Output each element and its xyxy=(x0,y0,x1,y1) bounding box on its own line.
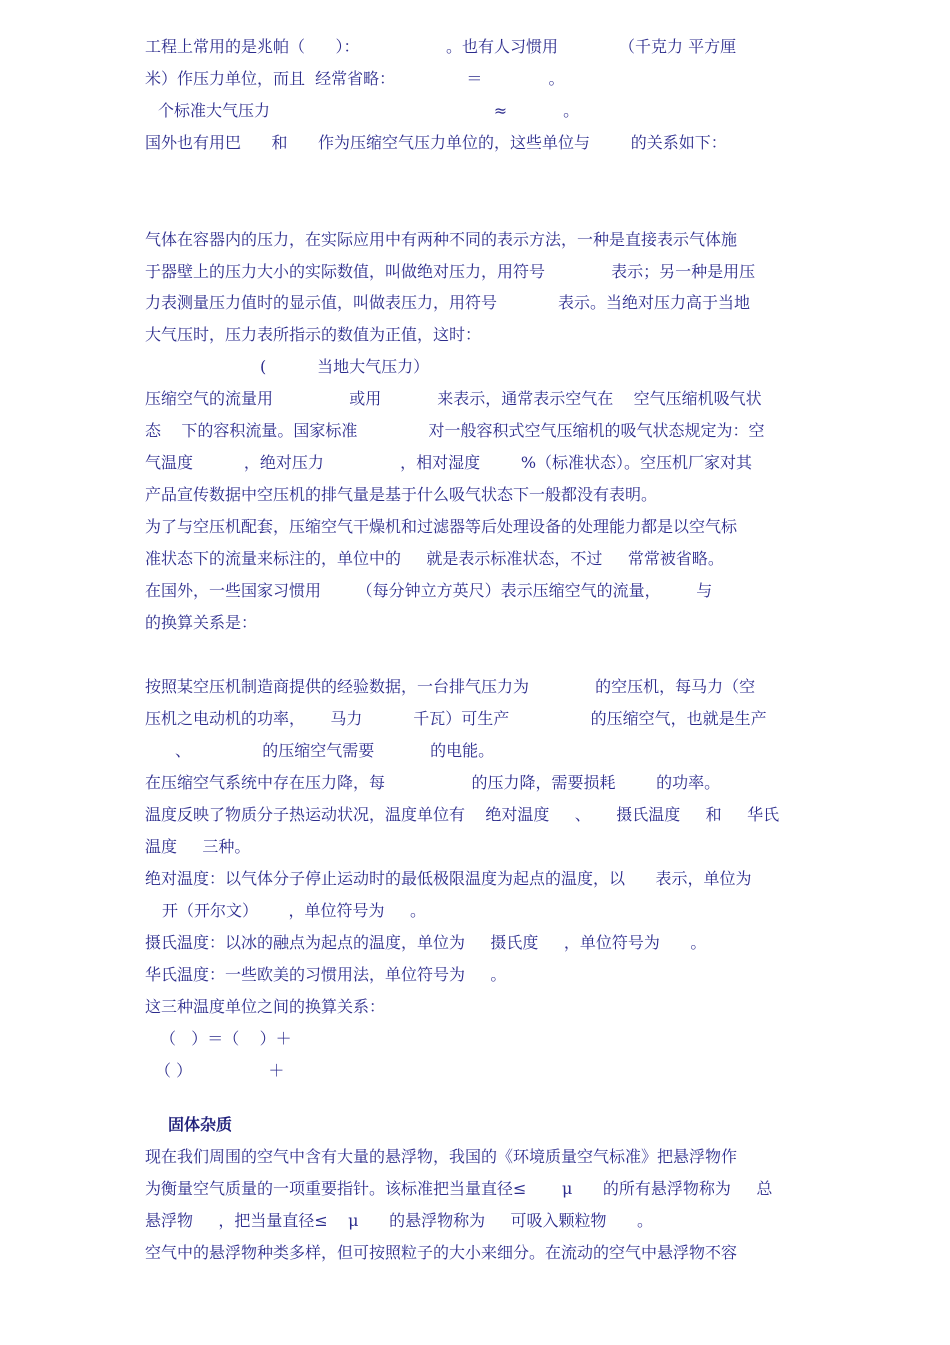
text-line: 在压缩空气系统中存在压力降，每 的压力降，需要损耗 的功率。 xyxy=(145,773,721,792)
text-line: 态 下的容积流量。国家标准 对一般容积式空气压缩机的吸气状态规定为：空 xyxy=(145,421,765,440)
text-line: 准状态下的流量来标注的，单位中的 就是表示标准状态，不过 常常被省略。 xyxy=(145,549,724,568)
text-line: 大气压时，压力表所指示的数值为正值，这时： xyxy=(145,325,482,344)
text-line: 米）作压力单位，而且 经常省略： ＝ 。 xyxy=(145,69,565,88)
text-line: 在国外，一些国家习惯用 （每分钟立方英尺）表示压缩空气的流量， 与 xyxy=(145,581,713,600)
text-line: 个标准大气压力 ≈ 。 xyxy=(158,101,580,120)
text-line: 国外也有用巴 和 作为压缩空气压力单位的，这些单位与 的关系如下： xyxy=(145,133,727,152)
text-line: 、 的压缩空气需要 的电能。 xyxy=(175,741,495,760)
text-line: 的换算关系是： xyxy=(145,613,258,632)
text-line: 产品宣传数据中空压机的排气量是基于什么吸气状态下一般都没有表明。 xyxy=(145,485,658,504)
section-heading: 固体杂质 xyxy=(168,1115,233,1134)
text-line: 空气中的悬浮物种类多样，但可按照粒子的大小来细分。在流动的空气中悬浮物不容 xyxy=(145,1243,738,1262)
text-line: 温度 三种。 xyxy=(145,837,251,856)
text-line: 这三种温度单位之间的换算关系： xyxy=(145,997,386,1016)
text-line: 绝对温度：以气体分子停止运动时的最低极限温度为起点的温度，以 表示，单位为 xyxy=(145,869,752,888)
text-line: 压缩空气的流量用 或用 来表示，通常表示空气在 空气压缩机吸气状 xyxy=(145,389,762,408)
text-line: 华氏温度：一些欧美的习惯用法，单位符号为 。 xyxy=(145,965,507,984)
text-line: 悬浮物 ，把当量直径≤ μ 的悬浮物称为 可吸入颗粒物 。 xyxy=(145,1211,654,1230)
text-line: 气体在容器内的压力，在实际应用中有两种不同的表示方法，一种是直接表示气体施 xyxy=(145,230,738,249)
text-line: 力表测量压力值时的显示值，叫做表压力，用符号 表示。当绝对压力高于当地 xyxy=(145,293,751,312)
text-line: ( 当地大气压力） xyxy=(260,357,430,376)
text-line: 按照某空压机制造商提供的经验数据，一台排气压力为 的空压机，每马力（空 xyxy=(145,677,756,696)
text-line: 气温度 ，绝对压力 ，相对湿度 %（标准状态）。空压机厂家对其 xyxy=(145,453,753,472)
text-line: 现在我们周围的空气中含有大量的悬浮物，我国的《环境质量空气标准》把悬浮物作 xyxy=(145,1147,738,1166)
text-line: （ ） ＋ xyxy=(155,1061,285,1080)
text-line: 压机之电动机的功率， 马力 千瓦）可生产 的压缩空气，也就是生产 xyxy=(145,709,767,728)
text-line: 开（开尔文） ，单位符号为 。 xyxy=(162,901,426,920)
text-line: 摄氏温度：以冰的融点为起点的温度，单位为 摄氏度 ，单位符号为 。 xyxy=(145,933,707,952)
text-line: 温度反映了物质分子热运动状况，温度单位有 绝对温度 、 摄氏温度 和 华氏 xyxy=(145,805,780,824)
text-line: 为衡量空气质量的一项重要指针。该标准把当量直径≤ μ 的所有悬浮物称为 总 xyxy=(145,1179,773,1198)
text-line: 于器壁上的压力大小的实际数值，叫做绝对压力，用符号 表示；另一种是用压 xyxy=(145,262,756,281)
text-line: 为了与空压机配套，压缩空气干燥机和过滤器等后处理设备的处理能力都是以空气标 xyxy=(145,517,738,536)
text-line: 工程上常用的是兆帕（ ）： 。也有人习惯用 （千克力 平方厘 xyxy=(145,37,737,56)
text-line: （ ）＝（ ）＋ xyxy=(160,1029,292,1048)
